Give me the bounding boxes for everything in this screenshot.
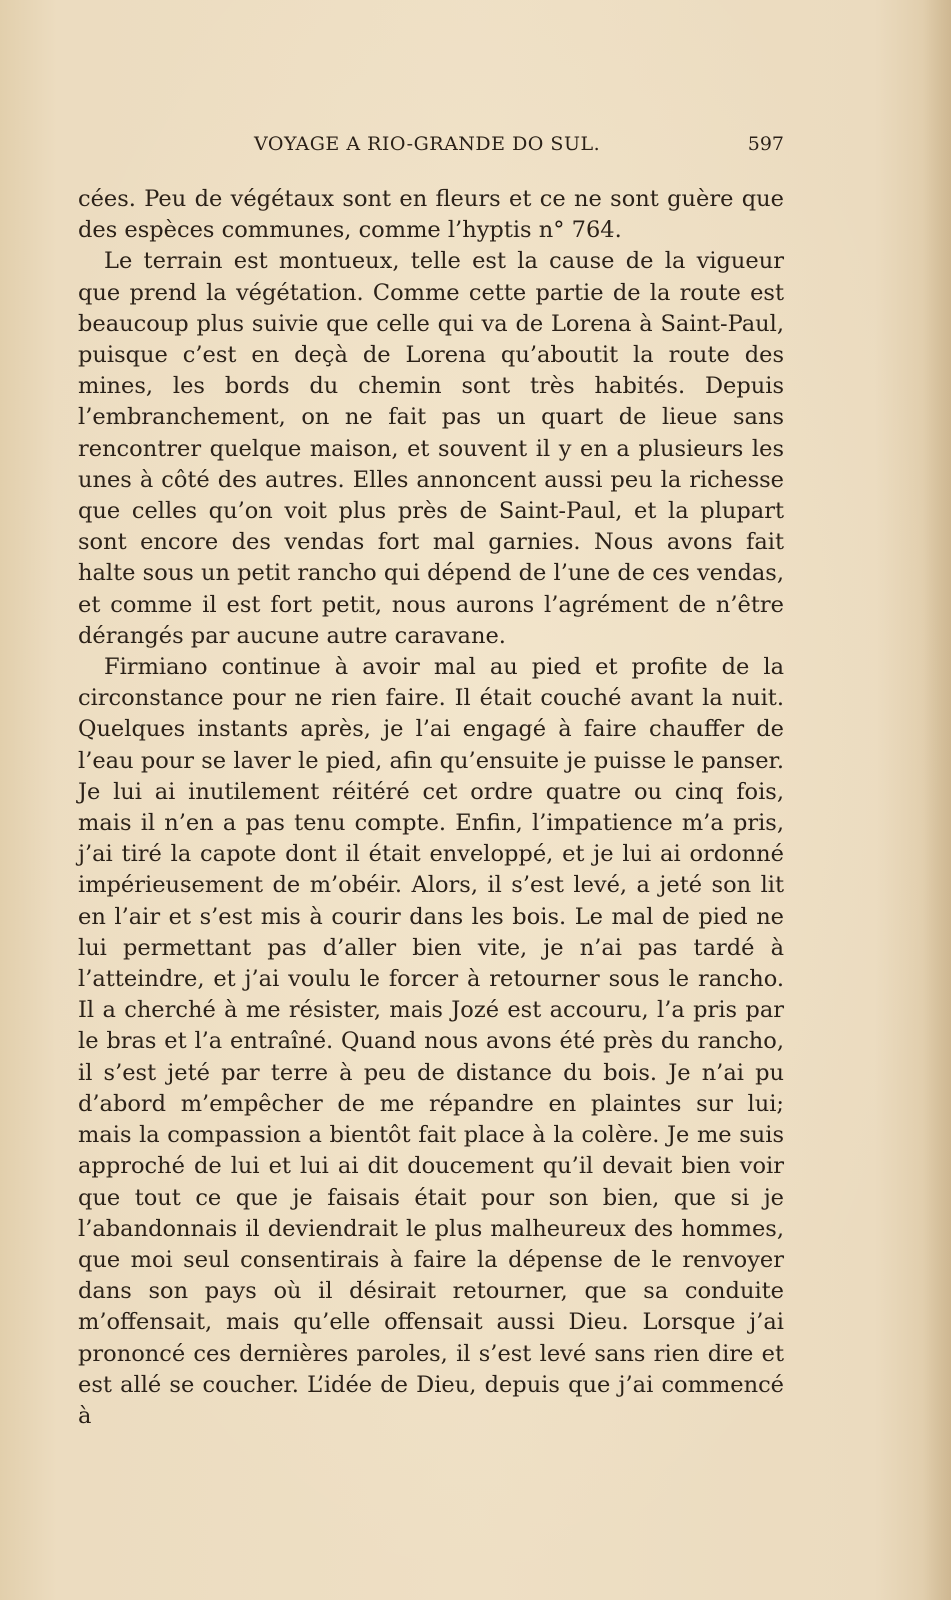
paragraph-continued: cées. Peu de végétaux sont en fleurs et ce ne sont guère que des espèces communes, comme l’hyptis n° 764. (78, 186, 784, 244)
paragraph: Le terrain est montueux, telle est la cause de la vigueur que prend la végétation. Comme cette partie de la route est beaucoup plus suivie que celle qui va de Lorena à Saint-Paul, puisque c’est en deçà de Lorena qu’aboutit la route des mines, les bords du chemin sont très habités. Depuis l’embranchement, on ne fait pas un quart de lieue sans rencontrer quelque maison, et souvent il y en a plusieurs les unes à côté des autres. Elles annoncent aussi peu la richesse que celles qu’on voit plus près de Saint-Paul, et la plupart sont encore des vendas fort mal garnies. Nous avons fait halte sous un petit rancho qui dépend de l’une de ces vendas, et comme il est fort petit, nous aurons l’agrément de n’être dérangés par aucune autre caravane. (78, 248, 784, 649)
page-body (78, 184, 784, 1432)
page-number: 597 (747, 133, 784, 155)
paragraph: Firmiano continue à avoir mal au pied et profite de la circonstance pour ne rien faire. Il était couché avant la nuit. Quelques instants après, je l’ai engagé à faire chauffer de l’eau pour se laver le pied, afin qu’ensuite je puisse le panser. Je lui ai inutilement réitéré cet ordre quatre ou cinq fois, mais il n’en a pas tenu compte. Enfin, l’impatience m’a pris, j’ai tiré la capote dont il était enveloppé, et je lui ai ordonné impérieusement de m’obéir. Alors, il s’est levé, a jeté son lit en l’air et s’est mis à courir dans les bois. Le mal de pied ne lui permettant pas d’aller bien vite, je n’ai pas tardé à l’atteindre, et j’ai voulu le forcer à retourner sous le rancho. Il a cherché à me résister, mais Jozé est accouru, l’a pris par le bras et l’a entraîné. Quand nous avons été près du rancho, il s’est jeté par terre à peu de distance du bois. Je n’ai pu d’abord m’empêcher de me répandre en plaintes sur lui; mais la compassion a bientôt fait place à la colère. Je me suis approché de lui et lui ai dit doucement qu’il devait bien voir que tout ce que je faisais était pour son bien, que si je l’abandonnais il deviendrait le plus malheureux des hommes, que moi seul consentirais à faire la dépense de le renvoyer dans son pays où il désirait retourner, que sa conduite m’offensait, mais qu’elle offensait aussi Dieu. Lorsque j’ai prononcé ces dernières paroles, il s’est levé sans rien dire et est allé se coucher. L’idée de Dieu, depuis que j’ai commencé à (78, 654, 784, 1429)
page-header (78, 133, 784, 163)
page-edge-shadow (923, 0, 951, 1600)
running-title: VOYAGE A RIO-GRANDE DO SUL. (254, 133, 601, 155)
